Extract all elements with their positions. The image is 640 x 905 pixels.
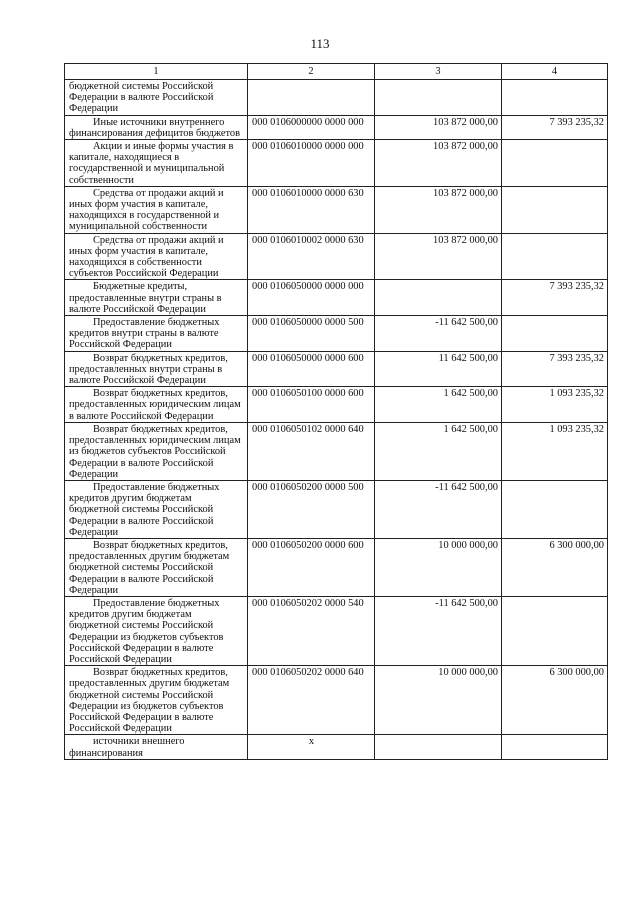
table-row [65, 351, 608, 387]
row-name: Бюджетные кредиты, предоставленные внутри страны в валюте Российской Федерации [69, 281, 222, 315]
row-value-col4: 7 393 235,32 [502, 351, 608, 387]
row-value-col4 [502, 80, 608, 116]
row-value-col4 [502, 316, 608, 352]
table-row [65, 186, 608, 233]
row-value-col3: -11 642 500,00 [375, 316, 502, 352]
row-code: 000 0106050000 0000 000 [248, 280, 375, 316]
column-header-2: 2 [248, 64, 375, 80]
table-row [65, 596, 608, 665]
budget-sources-table [64, 63, 608, 760]
table-row [65, 316, 608, 352]
row-value-col4: 7 393 235,32 [502, 280, 608, 316]
column-header-4: 4 [502, 64, 608, 80]
row-code: 000 0106050202 0000 640 [248, 666, 375, 735]
row-name-cell [65, 115, 248, 139]
table-row [65, 387, 608, 423]
row-value-col4 [502, 233, 608, 280]
row-name: Акции и иные формы участия в капитале, находящиеся в государственной и муниципальной собственности [69, 141, 234, 186]
row-value-col3: -11 642 500,00 [375, 596, 502, 665]
row-name-cell [65, 666, 248, 735]
row-name-cell [65, 422, 248, 480]
row-code: 000 0106010000 0000 630 [248, 186, 375, 233]
table-row [65, 422, 608, 480]
table-row [65, 666, 608, 735]
row-value-col4: 7 393 235,32 [502, 115, 608, 139]
table-row [65, 115, 608, 139]
row-name: Возврат бюджетных кредитов, предоставленных другим бюджетам бюджетной системы Российской Федерации в валюте Российской Федерации [69, 539, 230, 596]
row-name: Средства от продажи акций и иных форм участия в капитале, находящихся в собственности субъектов Российской Федерации [69, 234, 224, 280]
row-code: 000 0106050000 0000 500 [248, 316, 375, 352]
row-name: Предоставление бюджетных кредитов внутри страны в валюте Российской Федерации [69, 317, 220, 351]
row-name-cell [65, 80, 248, 116]
row-code: 000 0106050202 0000 540 [248, 596, 375, 665]
row-name-cell [65, 351, 248, 387]
column-header-3: 3 [375, 64, 502, 80]
row-value-col3: 1 642 500,00 [375, 422, 502, 480]
row-name: бюджетной системы Российской Федерации в валюте Российской Федерации [69, 81, 214, 115]
column-header-1: 1 [65, 64, 248, 80]
row-value-col4: 6 300 000,00 [502, 666, 608, 735]
row-name: Возврат бюджетных кредитов, предоставленных юридическим лицам в валюте Российской Федерации [69, 388, 241, 422]
row-value-col4 [502, 186, 608, 233]
row-value-col3: 1 642 500,00 [375, 387, 502, 423]
row-value-col4 [502, 735, 608, 759]
row-value-col3: 10 000 000,00 [375, 666, 502, 735]
row-name-cell [65, 596, 248, 665]
row-name-cell [65, 186, 248, 233]
row-value-col4: 6 300 000,00 [502, 538, 608, 596]
row-value-col4 [502, 140, 608, 187]
row-value-col3: 103 872 000,00 [375, 233, 502, 280]
table-row [65, 480, 608, 538]
row-name-cell [65, 140, 248, 187]
row-value-col4 [502, 596, 608, 665]
row-value-col3: 11 642 500,00 [375, 351, 502, 387]
table-row [65, 280, 608, 316]
row-code: 000 0106050102 0000 640 [248, 422, 375, 480]
row-value-col4: 1 093 235,32 [502, 422, 608, 480]
row-value-col4 [502, 480, 608, 538]
row-code: 000 0106050200 0000 500 [248, 480, 375, 538]
row-name: Средства от продажи акций и иных форм участия в капитале, находящихся в государственной и муниципальной собственности [69, 187, 224, 233]
row-code: 000 0106050200 0000 600 [248, 538, 375, 596]
page-number: 113 [310, 36, 330, 51]
row-name-cell [65, 280, 248, 316]
row-code: 000 0106010002 0000 630 [248, 233, 375, 280]
row-name-cell [65, 735, 248, 759]
row-name-cell [65, 538, 248, 596]
table-row [65, 735, 608, 759]
row-code [248, 80, 375, 116]
row-name: Иные источники внутреннего финансирования дефицитов бюджетов [69, 116, 240, 139]
table-header-row [65, 64, 608, 80]
row-code: 000 0106050000 0000 600 [248, 351, 375, 387]
row-value-col3: 103 872 000,00 [375, 115, 502, 139]
row-value-col3: -11 642 500,00 [375, 480, 502, 538]
row-code: 000 0106050100 0000 600 [248, 387, 375, 423]
table-row [65, 80, 608, 116]
row-value-col4: 1 093 235,32 [502, 387, 608, 423]
row-code: 000 0106000000 0000 000 [248, 115, 375, 139]
row-name: Возврат бюджетных кредитов, предоставленных другим бюджетам бюджетной системы Российской Федерации из бюджетов субъектов Российской Федерации в валюте Российской Федерации [69, 667, 230, 735]
row-name: Предоставление бюджетных кредитов другим бюджетам бюджетной системы Российской Федерации из бюджетов субъектов Российской Федерации в валюте Российской Федерации [69, 597, 224, 665]
table-row [65, 140, 608, 187]
row-name: источники внешнего финансирования [69, 736, 185, 759]
row-value-col3 [375, 735, 502, 759]
table-row [65, 233, 608, 280]
row-name-cell [65, 316, 248, 352]
row-name: Возврат бюджетных кредитов, предоставленных юридическим лицам из бюджетов субъектов Российской Федерации в валюте Российской Федерации [69, 423, 241, 480]
table-row [65, 538, 608, 596]
row-name-cell [65, 480, 248, 538]
row-code: x [248, 735, 375, 759]
table-body [65, 80, 608, 760]
row-value-col3 [375, 80, 502, 116]
row-value-col3 [375, 280, 502, 316]
row-value-col3: 103 872 000,00 [375, 140, 502, 187]
row-name: Предоставление бюджетных кредитов другим бюджетам бюджетной системы Российской Федерации в валюте Российской Федерации [69, 481, 220, 538]
row-name-cell [65, 233, 248, 280]
row-code: 000 0106010000 0000 000 [248, 140, 375, 187]
row-name-cell [65, 387, 248, 423]
row-value-col3: 10 000 000,00 [375, 538, 502, 596]
row-name: Возврат бюджетных кредитов, предоставленных внутри страны в валюте Российской Федерации [69, 352, 228, 387]
row-value-col3: 103 872 000,00 [375, 186, 502, 233]
